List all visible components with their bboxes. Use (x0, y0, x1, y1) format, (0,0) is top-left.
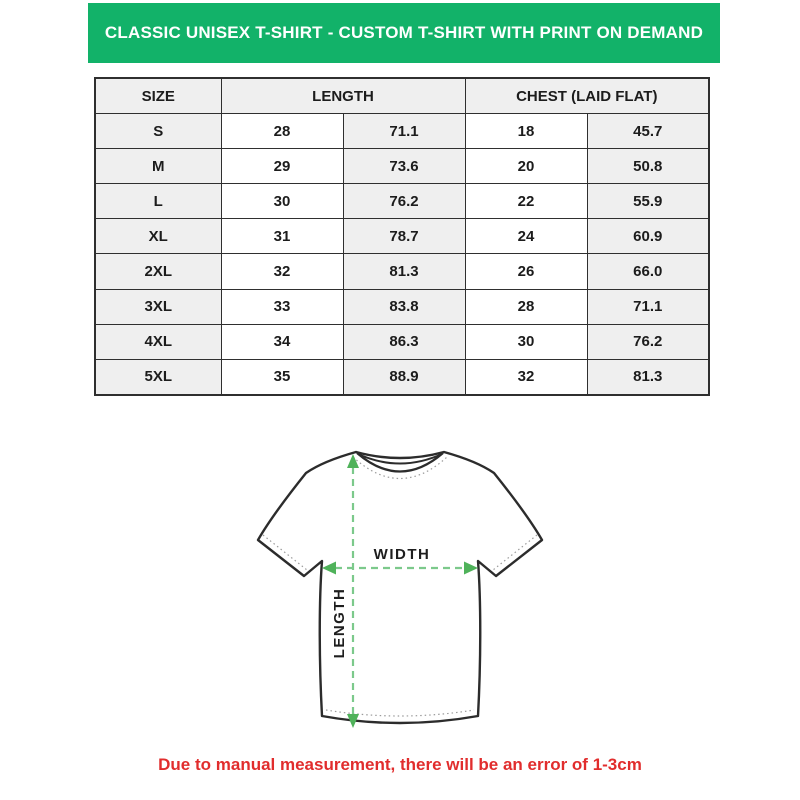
length-cm-cell: 88.9 (343, 359, 465, 395)
length-cm-cell: 86.3 (343, 324, 465, 359)
table-row (95, 359, 709, 395)
length-cm-cell: 81.3 (343, 254, 465, 289)
length-in-cell: 33 (221, 289, 343, 324)
chest-cm-cell: 81.3 (587, 359, 709, 395)
table-row (95, 289, 709, 324)
chest-in-cell: 26 (465, 254, 587, 289)
chest-in-cell: 28 (465, 289, 587, 324)
chest-in-cell: 32 (465, 359, 587, 395)
chest-in-cell: 22 (465, 184, 587, 219)
size-cell: 3XL (95, 289, 221, 324)
table-row (95, 114, 709, 149)
chest-cm-cell: 66.0 (587, 254, 709, 289)
table-header-row (95, 78, 709, 114)
header-length: LENGTH (221, 78, 465, 114)
chest-in-cell: 30 (465, 324, 587, 359)
table-row (95, 324, 709, 359)
size-cell: 2XL (95, 254, 221, 289)
chest-cm-cell: 71.1 (587, 289, 709, 324)
length-cm-cell: 83.8 (343, 289, 465, 324)
chest-in-cell: 20 (465, 149, 587, 184)
table-row (95, 149, 709, 184)
chest-cm-cell: 60.9 (587, 219, 709, 254)
length-in-cell: 32 (221, 254, 343, 289)
table-row (95, 219, 709, 254)
length-in-cell: 29 (221, 149, 343, 184)
page-title: CLASSIC UNISEX T-SHIRT - CUSTOM T-SHIRT WITH PRINT ON DEMAND (104, 23, 704, 42)
chest-cm-cell: 45.7 (587, 114, 709, 149)
size-cell: XL (95, 219, 221, 254)
length-cm-cell: 76.2 (343, 184, 465, 219)
title-banner (88, 3, 720, 63)
header-chest: CHEST (LAID FLAT) (465, 78, 709, 114)
length-label: LENGTH (331, 587, 348, 659)
size-chart-table (94, 77, 710, 396)
length-cm-cell: 78.7 (343, 219, 465, 254)
chest-in-cell: 18 (465, 114, 587, 149)
length-cm-cell: 71.1 (343, 114, 465, 149)
size-cell: L (95, 184, 221, 219)
measurement-note: Due to manual measurement, there will be an error of 1-3cm (158, 755, 642, 774)
table-row (95, 254, 709, 289)
table-row (95, 184, 709, 219)
width-label: WIDTH (373, 546, 431, 563)
chest-in-cell: 24 (465, 219, 587, 254)
size-cell: 5XL (95, 359, 221, 395)
chest-cm-cell: 76.2 (587, 324, 709, 359)
header-size: SIZE (95, 78, 221, 114)
length-in-cell: 34 (221, 324, 343, 359)
size-cell: 4XL (95, 324, 221, 359)
length-in-cell: 28 (221, 114, 343, 149)
length-in-cell: 30 (221, 184, 343, 219)
length-cm-cell: 73.6 (343, 149, 465, 184)
tshirt-outline-icon (258, 452, 542, 723)
size-cell: S (95, 114, 221, 149)
size-cell: M (95, 149, 221, 184)
length-in-cell: 31 (221, 219, 343, 254)
chest-cm-cell: 50.8 (587, 149, 709, 184)
tshirt-diagram (200, 420, 600, 760)
chest-cm-cell: 55.9 (587, 184, 709, 219)
length-in-cell: 35 (221, 359, 343, 395)
